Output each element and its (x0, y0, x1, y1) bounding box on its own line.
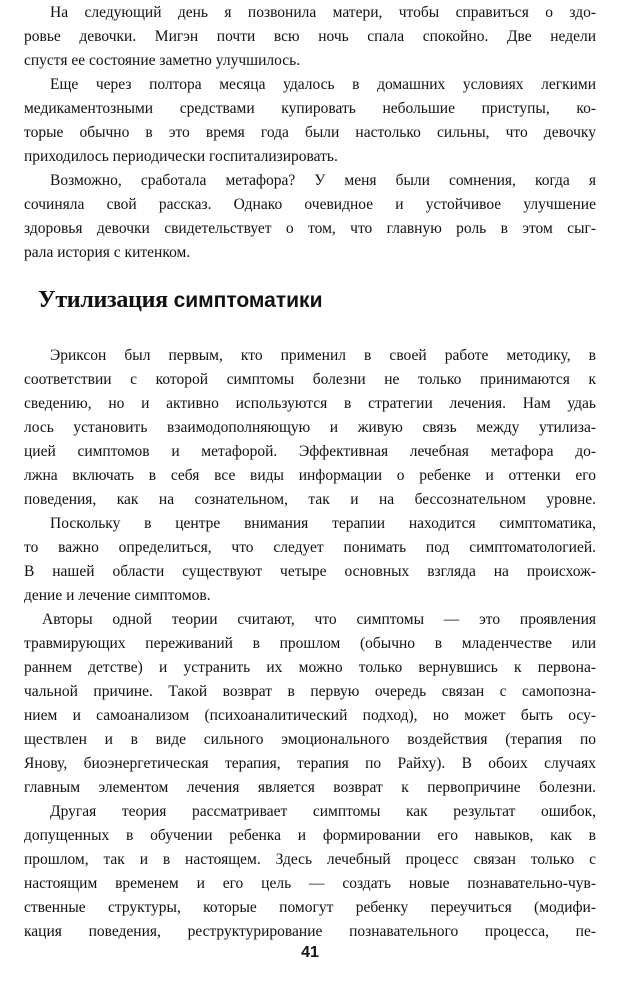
text-line: сочиняла свой рассказ. Однако очевидное и устойчивое улучшение (24, 196, 596, 213)
text-line: чальной причине. Такой возврат в первую очередь связан с самопозна- (24, 683, 596, 700)
text-line: Другая теория рассматривает симптомы как результат ошибок, (50, 803, 596, 820)
text-line: кация поведения, реструктурирование познавательного процесса, пе- (24, 923, 596, 940)
page-number: 41 (301, 944, 319, 961)
text-line: здоровья девочки свидетельствует о том, что главную роль в этом сыг- (24, 220, 596, 237)
text-line: медикаментозными средствами купировать небольшие приступы, ко- (24, 100, 596, 117)
text-line: дение и лечение симптомов. (24, 587, 211, 604)
heading-part-1: Утилизация (38, 287, 168, 313)
text-line: цией симптомов и метафорой. Эффективная лечебная метафора до- (24, 443, 596, 460)
text-line: настоящим временем и его цель — создать новые познавательно-чув- (24, 875, 596, 892)
heading-part-2: симптоматики (173, 289, 323, 312)
text-line: ровье девочки. Мигэн почти всю ночь спала спокойно. Две недели (24, 28, 596, 45)
text-line: соответствии с которой симптомы болезни не только принимаются к (24, 371, 596, 388)
text-line: то важно определиться, что следует понимать под симптоматологией. (24, 539, 596, 556)
text-line: раннем детстве) и устранить их можно только вернувшись к первона- (24, 659, 596, 676)
section-heading (38, 284, 322, 317)
text-line: лось установить взаимодополняющую и живую связь между утилиза- (24, 419, 596, 436)
text-line: лжна включать в себя все виды информации о ребенке и оттенки его (24, 467, 596, 484)
text-line: Авторы одной теории считают, что симптомы — это проявления (42, 611, 596, 628)
text-line: Еще через полтора месяца удалось в домашних условиях легкими (50, 76, 596, 93)
text-line: нием и самоанализом (психоаналитический подход), но может быть осу- (24, 707, 596, 724)
text-line: Янову, биоэнергетическая терапия, терапия по Райху). В обоих случаях (24, 755, 596, 772)
text-line: торые обычно в это время года были настолько сильны, что девочку (24, 124, 596, 141)
text-line: приходилось периодически госпитализировать. (24, 148, 338, 165)
text-line: В нашей области существуют четыре основных взгляда на происхож- (24, 563, 596, 580)
text-line: Эриксон был первым, кто применил в своей работе методику, в (50, 347, 596, 364)
text-line: На следующий день я позвонила матери, чтобы справиться о здо- (50, 4, 596, 21)
text-line: прошлом, так и в настоящем. Здесь лечебный процесс связан только с (24, 851, 596, 868)
text-line: поведения, как на сознательном, так и на бессознательном уровне. (24, 491, 596, 508)
text-line: Поскольку в центре внимания терапии находится симптоматика, (50, 515, 596, 532)
text-line: ществлен и в виде сильного эмоционального воздействия (терапия по (24, 731, 596, 748)
text-line: рала история с китенком. (24, 244, 191, 261)
text-line: ственные структуры, которые помогут ребенку переучиться (модифи- (24, 899, 596, 916)
text-line: травмирующих переживаний в прошлом (обычно в младенчестве или (24, 635, 596, 652)
text-line: Возможно, сработала метафора? У меня были сомнения, когда я (50, 172, 596, 189)
text-line: главным элементом лечения является возврат к первопричине болезни. (24, 779, 596, 796)
text-line: допущенных в обучении ребенка и формировании его навыков, как в (24, 827, 596, 844)
text-line: сведению, но и активно используются в стратегии лечения. Нам удаь (24, 395, 596, 412)
text-line: спустя ее состояние заметно улучшилось. (24, 52, 301, 69)
